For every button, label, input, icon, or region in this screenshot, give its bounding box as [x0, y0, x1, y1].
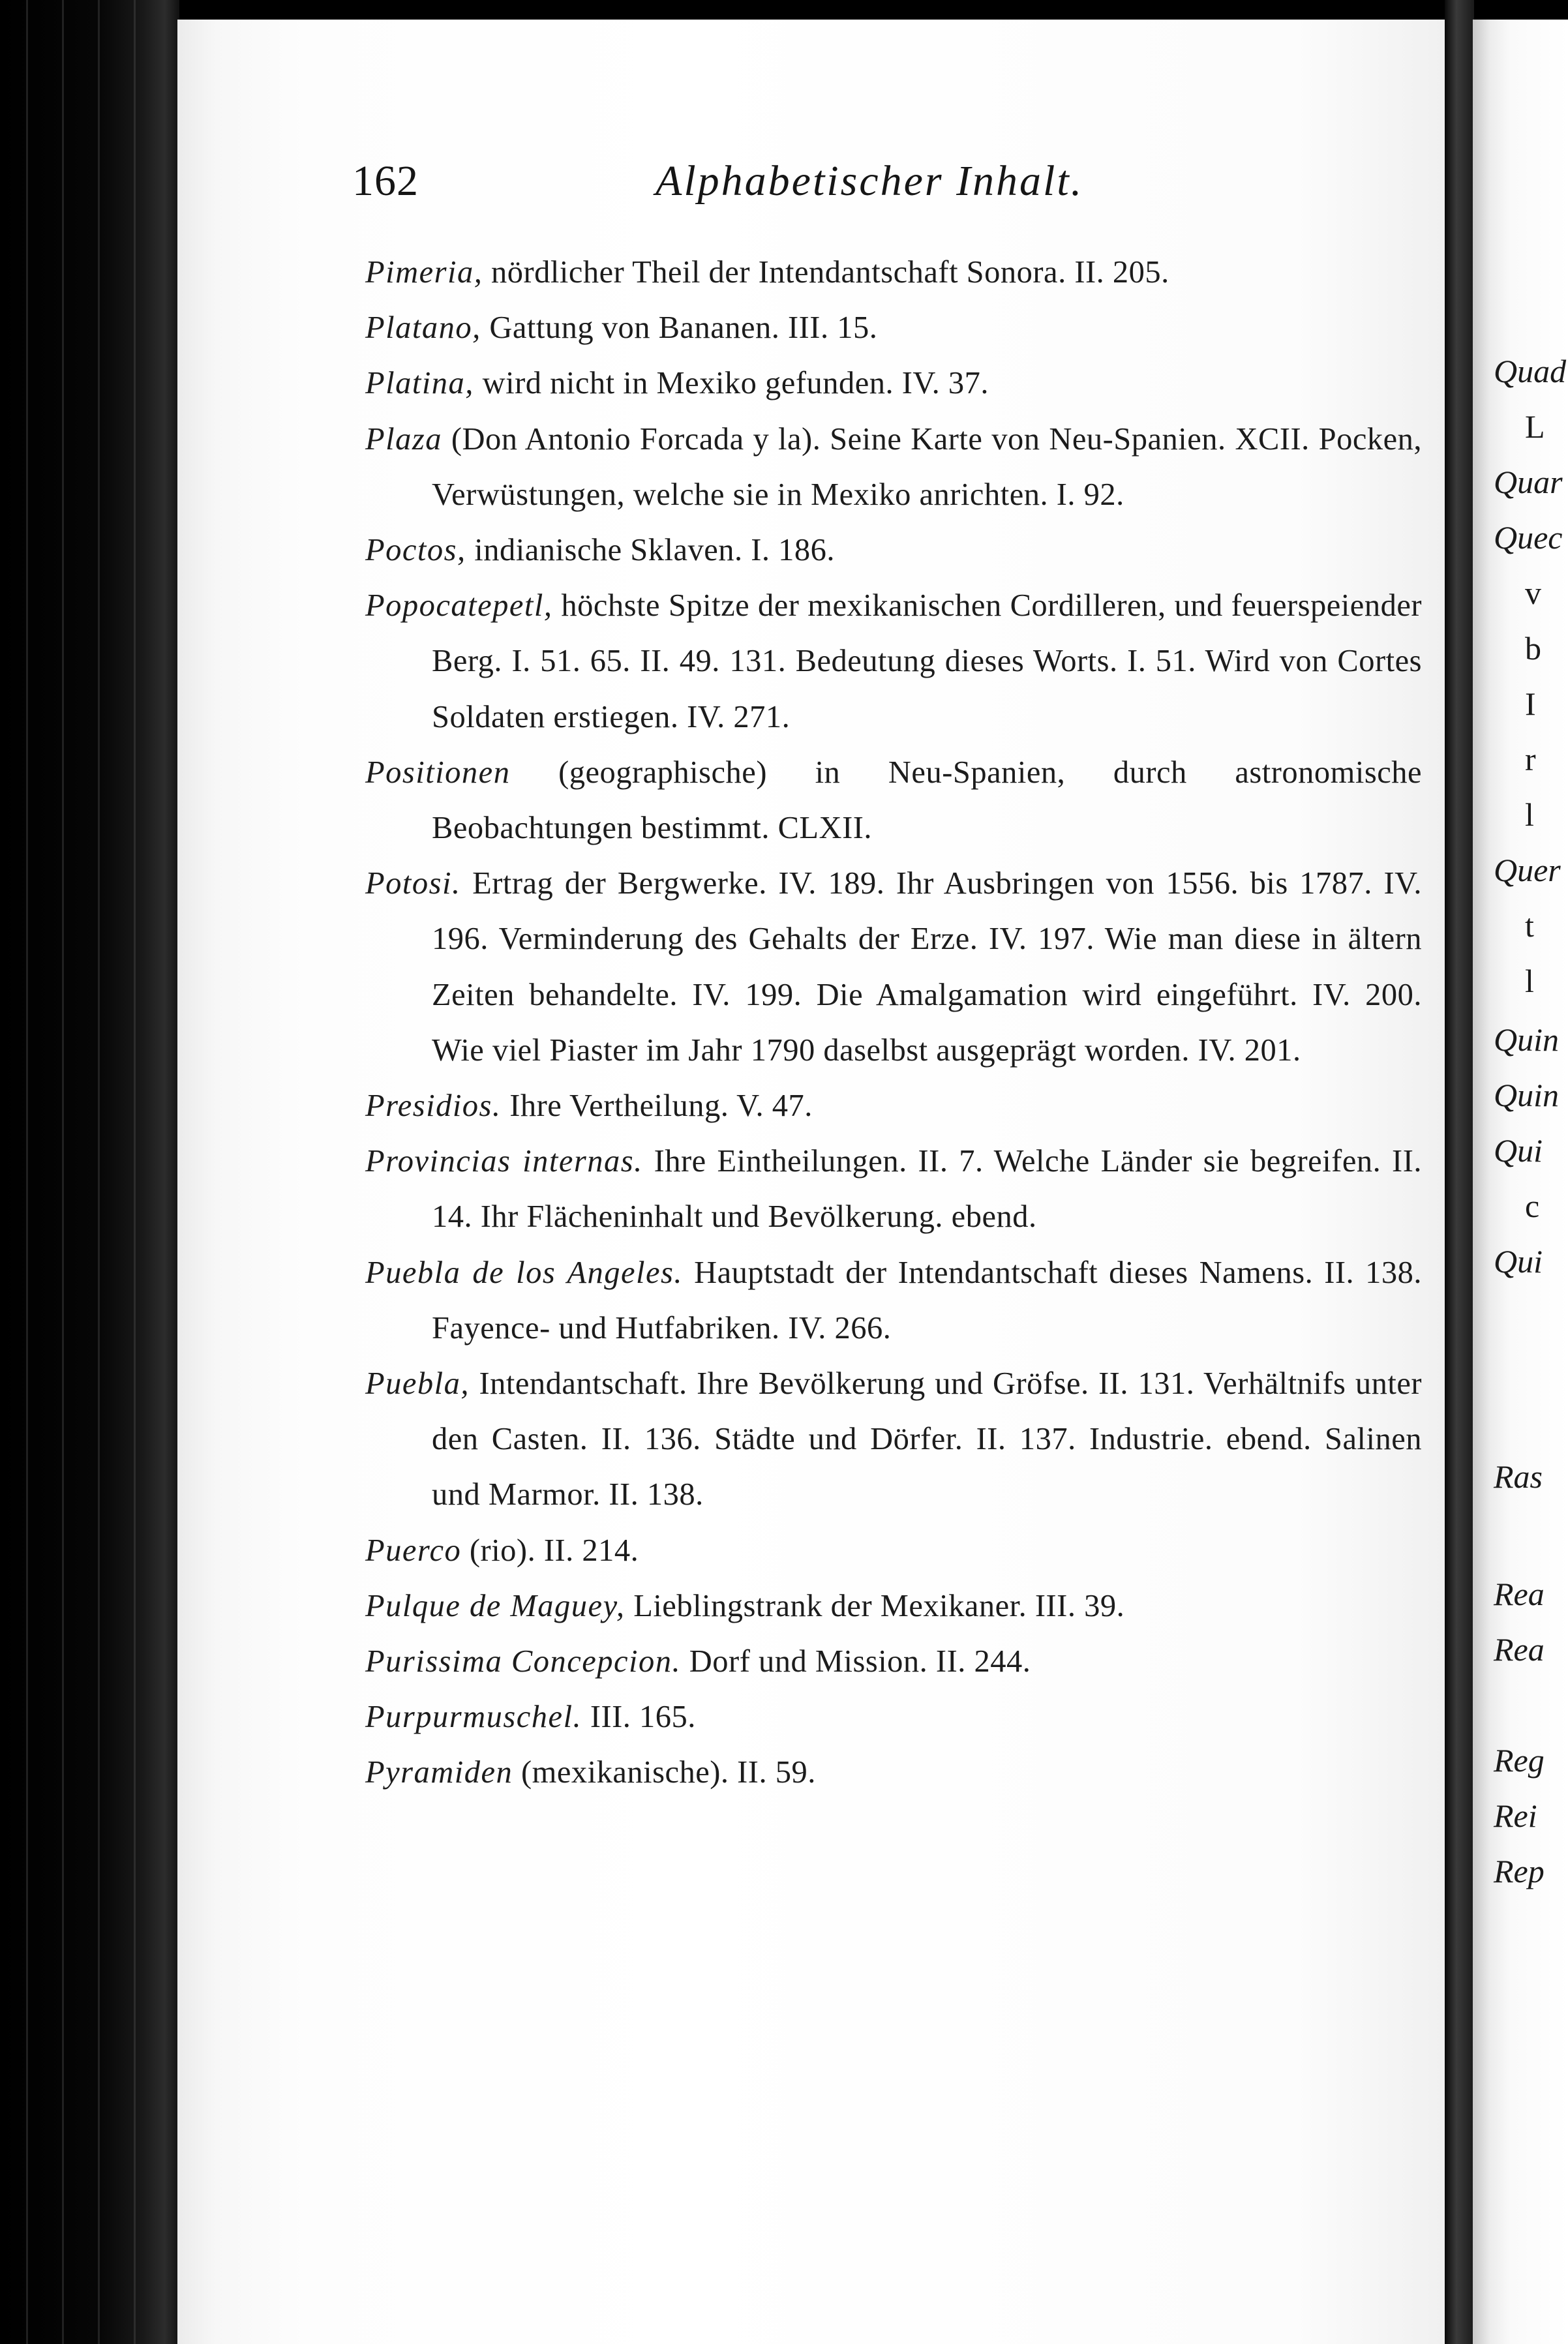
index-entry [365, 745, 1422, 856]
entry-text: Lieblingstrank der Mexikaner. III. 39. [633, 1588, 1125, 1623]
entry-text: (mexikanische). II. 59. [520, 1755, 816, 1790]
entry-term: Plaza [365, 421, 442, 457]
index-entry [365, 412, 1422, 522]
facing-page [1473, 20, 1568, 2344]
entry-text: Hauptstadt der Intendantschaft dieses Namens. II. 138. Fayence- und Hutfabriken. IV. 266. [432, 1255, 1423, 1345]
entry-term: Presidios. [365, 1089, 502, 1124]
entry-text: (Don Antonio Forcada y la). Seine Karte von Neu-Spanien. XCII. Pocken, Verwüstungen, welche sie in Mexiko anrichten. I. 92. [432, 421, 1422, 512]
entry-text: Dorf und Mission. II. 244. [689, 1644, 1031, 1679]
index-entry [365, 578, 1422, 745]
index-entries [365, 245, 1422, 1801]
facing-page-fragment: Rea [1494, 1631, 1545, 1668]
entry-text: indianische Sklaven. I. 186. [474, 533, 836, 568]
facing-page-fragment: Quad [1494, 353, 1567, 389]
index-entry [365, 522, 1422, 578]
facing-page-fragment: I [1525, 685, 1536, 722]
facing-page-fragment: Quer [1494, 852, 1561, 888]
entry-term: Pyramiden [365, 1755, 513, 1790]
entry-text: III. 165. [590, 1700, 696, 1735]
facing-page-fragment: t [1525, 907, 1534, 944]
index-entry [365, 1634, 1422, 1689]
page-number: 162 [352, 157, 419, 205]
index-entry [365, 1245, 1422, 1356]
index-entry [365, 300, 1422, 355]
facing-page-fragment: r [1525, 741, 1536, 777]
index-entry [365, 1356, 1422, 1523]
entry-term: Puebla, [365, 1366, 470, 1402]
index-entry [365, 1134, 1422, 1244]
entry-text: Intendantschaft. Ihre Bevölkerung und Gröfse. II. 131. Verhältnifs unter den Casten. II. 136. Städte und Dörfer. II. 137. Industrie. ebend. Salinen und Marmor. II. 138. [432, 1366, 1422, 1512]
facing-page-fragment: Ras [1494, 1458, 1543, 1495]
facing-page-fragment: Qui [1494, 1243, 1543, 1280]
facing-page-fragment: Reg [1494, 1742, 1545, 1779]
facing-page-fragment: l [1525, 963, 1534, 999]
facing-page-fragment: l [1525, 796, 1534, 833]
entry-text: wird nicht in Mexiko gefunden. IV. 37. [482, 366, 989, 401]
index-entry [365, 245, 1422, 300]
page-title: Alphabetischer Inhalt. [656, 157, 1084, 205]
entry-term: Platano, [365, 310, 481, 346]
entry-term: Puerco [365, 1533, 462, 1568]
facing-page-fragment: Quin [1494, 1021, 1559, 1058]
entry-term: Purissima Concepcion. [365, 1644, 682, 1679]
facing-page-fragment: b [1525, 630, 1541, 667]
entry-text: nördlicher Theil der Intendantschaft Sonora. II. 205. [491, 255, 1169, 290]
facing-page-fragment: Quin [1494, 1077, 1559, 1113]
facing-page-fragment: v [1525, 575, 1541, 611]
entry-text: Ertrag der Bergwerke. IV. 189. Ihr Ausbringen von 1556. bis 1787. IV. 196. Verminderung des Gehalts der Erze. IV. 197. Wie man diese in ältern Zeiten behandelte. IV. 199. Die Amalgamation wird eingeführt. IV. 200. Wie viel Piaster im Jahr 1790 daselbst ausgeprägt worden. IV. 201. [432, 866, 1422, 1068]
index-entry [365, 355, 1422, 411]
facing-page-fragment: Rei [1494, 1797, 1537, 1834]
entry-text: (rio). II. 214. [469, 1533, 639, 1568]
index-entry [365, 856, 1422, 1078]
entry-term: Popocatepetl, [365, 588, 553, 624]
page-header [352, 157, 1331, 209]
entry-text: Ihre Eintheilungen. II. 7. Welche Länder sie begreifen. II. 14. Ihr Flächeninhalt und Bevölkerung. ebend. [432, 1144, 1422, 1235]
entry-term: Pimeria, [365, 255, 483, 290]
entry-term: Positionen [365, 755, 511, 790]
facing-page-fragment: Rep [1494, 1853, 1545, 1889]
book-binding [0, 0, 179, 2344]
entry-text: Gattung von Bananen. III. 15. [489, 310, 878, 346]
facing-page-fragment: Quar [1494, 464, 1563, 500]
index-entry [365, 1078, 1422, 1134]
facing-page-fragment: c [1525, 1188, 1540, 1224]
entry-term: Provincias internas. [365, 1144, 643, 1179]
facing-page-fragment: Rea [1494, 1576, 1545, 1612]
page-gutter [1445, 0, 1474, 2344]
index-entry [365, 1578, 1422, 1634]
entry-term: Puebla de los Angeles. [365, 1255, 684, 1290]
entry-term: Platina, [365, 366, 474, 401]
facing-page-fragment: Qui [1494, 1132, 1543, 1169]
index-entry [365, 1523, 1422, 1578]
facing-page-fragment: L [1525, 408, 1545, 445]
entry-text: Ihre Vertheilung. V. 47. [509, 1089, 813, 1124]
entry-term: Purpurmuschel. [365, 1700, 582, 1735]
entry-term: Pulque de Maguey, [365, 1588, 626, 1623]
index-entry [365, 1745, 1422, 1800]
entry-text: (geographische) in Neu-Spanien, durch astronomische Beobachtungen bestimmt. CLXII. [432, 755, 1423, 846]
entry-term: Poctos, [365, 533, 466, 568]
index-entry [365, 1689, 1422, 1745]
entry-term: Potosi. [365, 866, 461, 901]
facing-page-fragment: Quec [1494, 519, 1563, 556]
entry-text: höchste Spitze der mexikanischen Cordilleren, und feuerspeiender Berg. I. 51. 65. II. 49. 131. Bedeutung dieses Worts. I. 51. Wird von Cortes Soldaten erstiegen. IV. 271. [432, 588, 1423, 734]
